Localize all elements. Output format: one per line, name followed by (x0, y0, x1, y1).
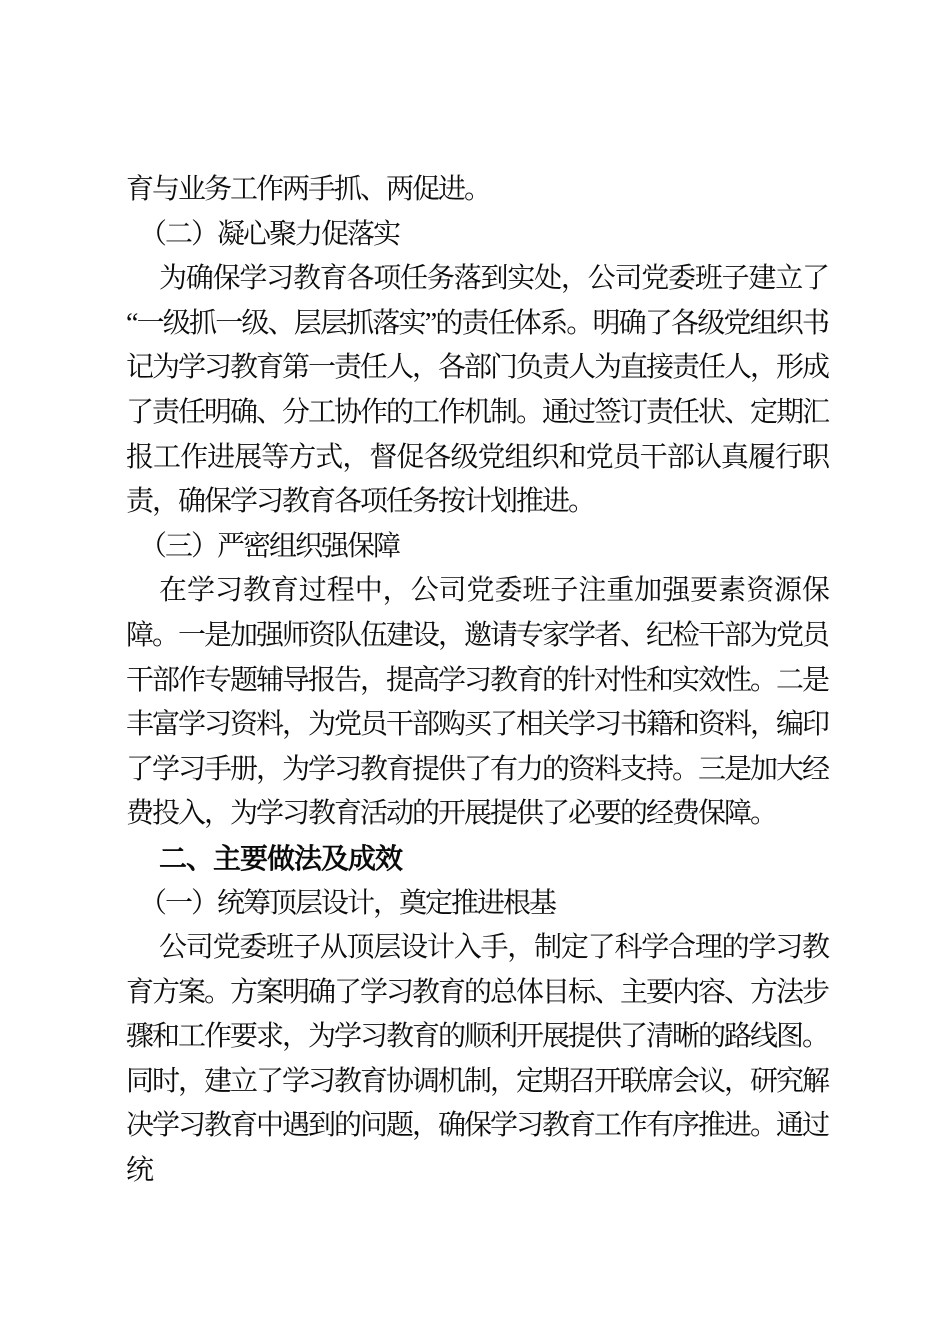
paragraph-responsibility: 为确保学习教育各项任务落到实处，公司党委班子建立了“一级抓一级、层层抓落实”的责任体系。明确了各级党组织书记为学习教育第一责任人，各部门负责人为直接责任人，形成了责任明确、分工协作的工作机制。通过签订责任状、定期汇报工作进展等方式，督促各级党组织和党员干部认真履行职责，确保学习教育各项任务按计划推进。 (126, 263, 829, 518)
paragraph-top-level-design: 公司党委班子从顶层设计入手，制定了科学合理的学习教育方案。方案明确了学习教育的总体目标、主要内容、方法步骤和工作要求，为学习教育的顺利开展提供了清晰的路线图。同时，建立了学习教育协调机制，定期召开联席会议，研究解决学习教育中遇到的问题，确保学习教育工作有序推进。通过统 (126, 932, 829, 1187)
paragraph-support: 在学习教育过程中，公司党委班子注重加强要素资源保障。一是加强师资队伍建设，邀请专家学者、纪检干部为党员干部作专题辅导报告，提高学习教育的针对性和实效性。二是丰富学习资料，为党员干部购买了相关学习书籍和资料，编印了学习手册，为学习教育提供了有力的资料支持。三是加大经费投入，为学习教育活动的开展提供了必要的经费保障。 (126, 575, 829, 830)
paragraph-continuation: 育与业务工作两手抓、两促进。 (126, 174, 491, 205)
subsection-heading-2: （二）凝心聚力促落实 (139, 218, 400, 250)
subsection-heading-1: （一）统筹顶层设计，奠定推进根基 (139, 887, 556, 919)
document-body (126, 168, 828, 1194)
section-heading-main-practices: 二、主要做法及成效 (159, 842, 403, 874)
subsection-heading-3: （三）严密组织强保障 (139, 530, 400, 562)
